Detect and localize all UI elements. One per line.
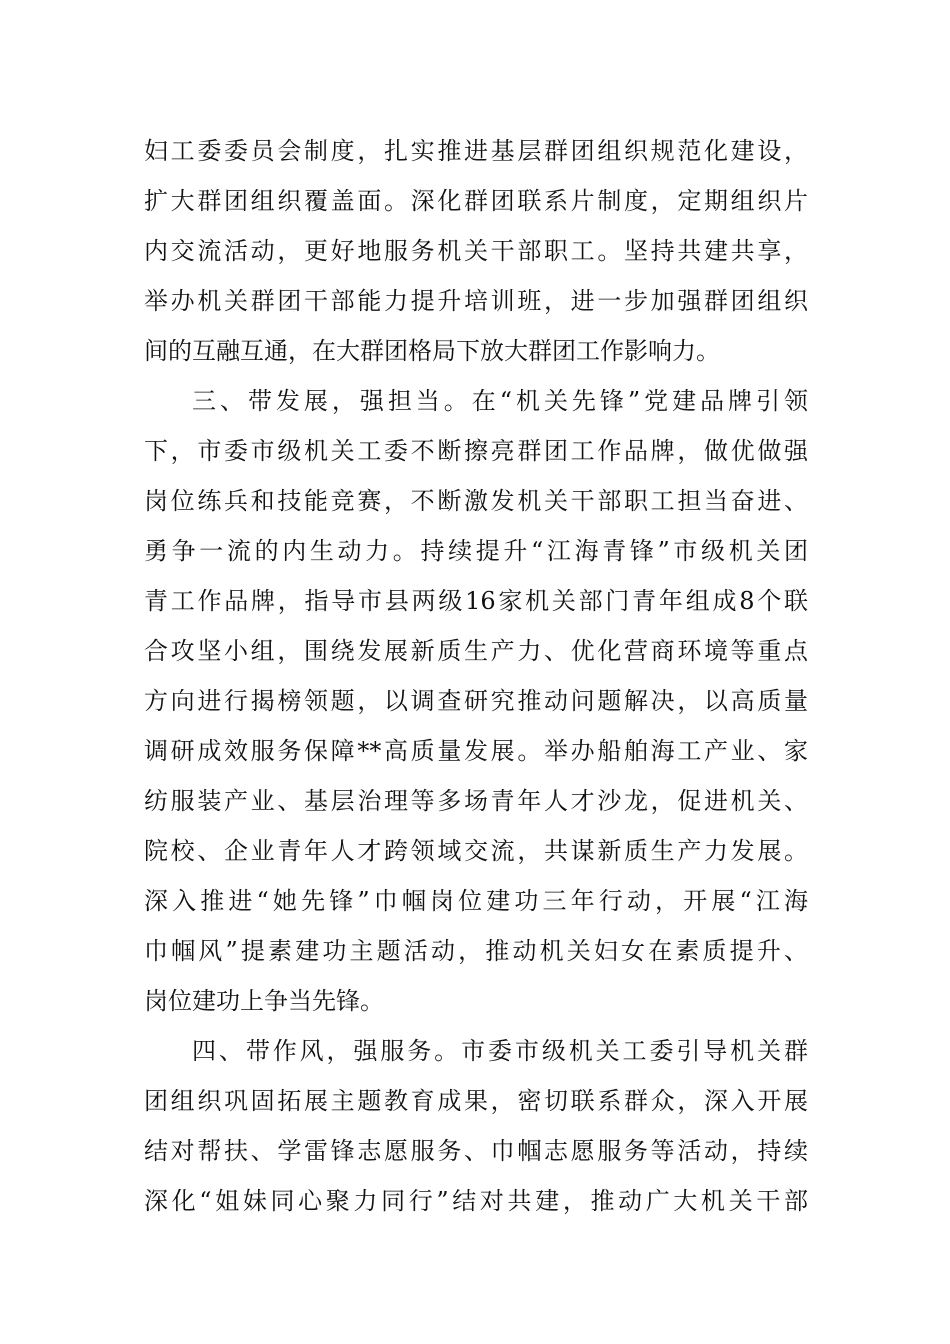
section-heading-line: 三、带发展，强担当。在“机关先锋”党建品牌引领: [192, 387, 808, 415]
text-line: 团组织巩固拓展主题教育成果，密切联系群众，深入开展: [144, 1087, 808, 1115]
text-line: 勇争一流的内生动力。持续提升“江海青锋”市级机关团: [144, 537, 808, 565]
text-line: 方向进行揭榜领题，以调查研究推动问题解决，以高质量: [144, 687, 808, 715]
text-line: 扩大群团组织覆盖面。深化群团联系片制度，定期组织片: [144, 187, 808, 215]
text-line: 深入推进“她先锋”巾帼岗位建功三年行动，开展“江海: [144, 887, 808, 915]
text-line: 举办机关群团干部能力提升培训班，进一步加强群团组织: [144, 287, 808, 315]
text-line: 下，市委市级机关工委不断擦亮群团工作品牌，做优做强: [144, 437, 808, 465]
text-line: 深化“姐妹同心聚力同行”结对共建，推动广大机关干部: [144, 1187, 808, 1215]
text-line: 调研成效服务保障**高质量发展。举办船舶海工产业、家: [144, 737, 808, 765]
text-line: 结对帮扶、学雷锋志愿服务、巾帼志愿服务等活动，持续: [144, 1137, 808, 1165]
text-line: 青工作品牌，指导市县两级16家机关部门青年组成8个联: [144, 587, 808, 615]
text-line: 妇工委委员会制度，扎实推进基层群团组织规范化建设，: [144, 137, 808, 165]
text-line: 岗位练兵和技能竞赛，不断激发机关干部职工担当奋进、: [144, 487, 808, 515]
text-line: 巾帼风”提素建功主题活动，推动机关妇女在素质提升、: [144, 937, 808, 965]
text-line: 院校、企业青年人才跨领域交流，共谋新质生产力发展。: [144, 837, 808, 865]
text-line: 合攻坚小组，围绕发展新质生产力、优化营商环境等重点: [144, 637, 808, 665]
text-line: 间的互融互通，在大群团格局下放大群团工作影响力。: [144, 337, 720, 365]
body-text: [144, 126, 808, 1226]
text-line: 岗位建功上争当先锋。: [144, 987, 384, 1015]
text-line: 内交流活动，更好地服务机关干部职工。坚持共建共享，: [144, 237, 808, 265]
text-line: 纺服装产业、基层治理等多场青年人才沙龙，促进机关、: [144, 787, 808, 815]
section-heading-line: 四、带作风，强服务。市委市级机关工委引导机关群: [192, 1037, 808, 1065]
